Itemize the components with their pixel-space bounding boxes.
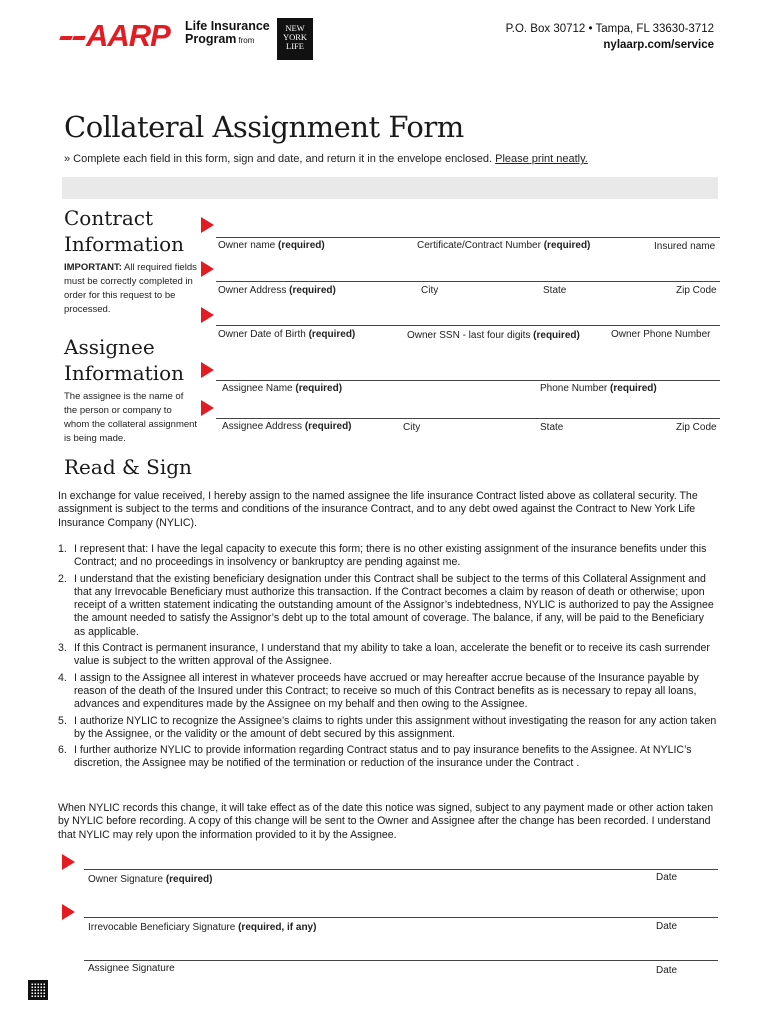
owner-address-label: Owner Address (required) [218, 285, 336, 296]
assignee-section-heading: Assignee Information [64, 335, 185, 385]
header-address [506, 21, 714, 53]
terms-list [58, 543, 718, 774]
owner-phone-label: Owner Phone Number [611, 329, 711, 340]
assignee-name-label: Assignee Name (required) [222, 383, 343, 394]
owner-address-field[interactable] [216, 281, 720, 282]
closing-paragraph: When NYLIC records this change, it will take effect as of the date this notice was signed, subject to any payment made or other action taken by NYLIC before recording. A copy of this change will be sent to the Owner and Assignee after the change has been recorded. I understand that NYLIC may rely upon the information provided to it by the Assignee. [58, 802, 714, 841]
assignee-state-label: State [540, 422, 564, 433]
assignee-zip-label: Zip Code [676, 422, 717, 433]
service-url[interactable]: nylaarp.com/service [603, 39, 714, 51]
assignee-date-label: Date [656, 965, 678, 976]
owner-dob-label: Owner Date of Birth (required) [218, 329, 356, 340]
contract-important-note: IMPORTANT: All required fields must be correctly completed in order for this request to be processed. [64, 262, 197, 315]
assignee-address-field[interactable] [216, 418, 720, 419]
list-item: 6. I further authorize NYLIC to provide information regarding Contract status and to pay insurance benefits to the Assignee. At NYLIC’s discretion, the Assignee may be notified of the termination or reduction of the insurance under the Contract . [58, 744, 692, 770]
owner-ssn-label: Owner SSN - last four digits (required) [407, 330, 580, 341]
arrow-icon [62, 904, 75, 920]
certificate-number-label: Certificate/Contract Number (required) [417, 240, 591, 251]
arrow-icon [201, 217, 214, 233]
list-item: 3. If this Contract is permanent insurance, I understand that my ability to take a loan, accelerate the benefit or to receive its cash surrender value is subject to the written approval of the Assignee. [58, 642, 710, 668]
list-item: 4. I assign to the Assignee all interest in whatever proceeds have accrued or may hereafter accrue because of the Insurance payable by reason of the death of the Insured under this Contract; to receive so much of this Contract benefits as is necessary to repay all loans, advances and expenditures made by the Assignee on my behalf and then owing to the Assignee. [58, 671, 699, 711]
list-item: 1. I represent that: I have the legal capacity to execute this form; there is no other existing assignment of the insurance benefits under this Contract; and no proceedings in insolvency or bankruptcy are pending against me. [58, 543, 707, 569]
header-bar [62, 177, 718, 199]
assignee-name-field[interactable] [216, 380, 720, 381]
owner-name-label: Owner name (required) [218, 240, 325, 251]
assignee-signature-field[interactable] [84, 960, 718, 961]
arrow-icon [201, 362, 214, 378]
barcode-icon [28, 980, 48, 1000]
list-item: 5. I authorize NYLIC to recognize the Assignee’s claims to rights under this assignment without investigating the reason for any action taken by the Assignee, or the validity or the amount of debt secured by this assignment. [58, 714, 717, 740]
owner-date-label: Date [656, 872, 678, 883]
aarp-logo: AARP [60, 18, 170, 54]
beneficiary-date-label: Date [656, 921, 678, 932]
mailing-address: P.O. Box 30712 • Tampa, FL 33630-3712 [505, 23, 714, 35]
assignee-address-label: Assignee Address (required) [222, 421, 352, 432]
assignee-signature-label: Assignee Signature [88, 963, 175, 974]
page-title: Collateral Assignment Form [64, 110, 464, 144]
read-sign-heading: Read & Sign [64, 455, 192, 479]
city-label: City [421, 285, 439, 296]
form-instructions: » Complete each field in this form, sign and date, and return it in the envelope enclosed. Please print neatly. [64, 153, 588, 165]
arrow-icon [201, 400, 214, 416]
beneficiary-signature-label: Irrevocable Beneficiary Signature (required, if any) [88, 922, 317, 933]
arrow-icon [201, 261, 214, 277]
new-york-life-logo: NEW YORK LIFE [277, 18, 313, 60]
assignment-intro: In exchange for value received, I hereby assign to the named assignee the life insurance Contract listed above as collateral security. The assignment is subject to the terms and conditions of the insurance Contract, and to any debt owed against the Contract to New York Life Insurance Company (NYLIC). [58, 490, 698, 529]
arrow-icon [62, 854, 75, 870]
assignee-note: The assignee is the name of the person or company to whom the collateral assignment is being made. [64, 391, 198, 444]
owner-signature-label: Owner Signature (required) [88, 874, 213, 885]
assignee-phone-label: Phone Number (required) [540, 383, 657, 394]
insured-name-label: Insured name [654, 241, 716, 252]
list-item: 2. I understand that the existing beneficiary designation under this Contract shall be subject to the terms of this Collateral Assignment and that any Irrevocable Beneficiary must authorize this transaction. If the Contract becomes a claim by reason of death or otherwise; upon receipt of a written statement indicating the outstanding amount of the Assignor’s indebtedness, NYLIC is authorized to pay the Assignee the amount needed to satisfy the Assignor’s debt up to the total amount of coverage. The balance, if any, will be paid to the Beneficiary as applicable. [58, 572, 714, 638]
assignee-city-label: City [403, 422, 421, 433]
owner-info-field[interactable] [216, 237, 720, 238]
contract-section-heading: Contract Information [64, 206, 185, 256]
zip-label: Zip Code [676, 285, 717, 296]
state-label: State [543, 285, 567, 296]
owner-signature-field[interactable] [84, 869, 718, 870]
owner-details-field[interactable] [216, 325, 720, 326]
beneficiary-signature-field[interactable] [84, 917, 718, 918]
arrow-icon [201, 307, 214, 323]
program-name: Life Insurance Program from [185, 19, 270, 46]
